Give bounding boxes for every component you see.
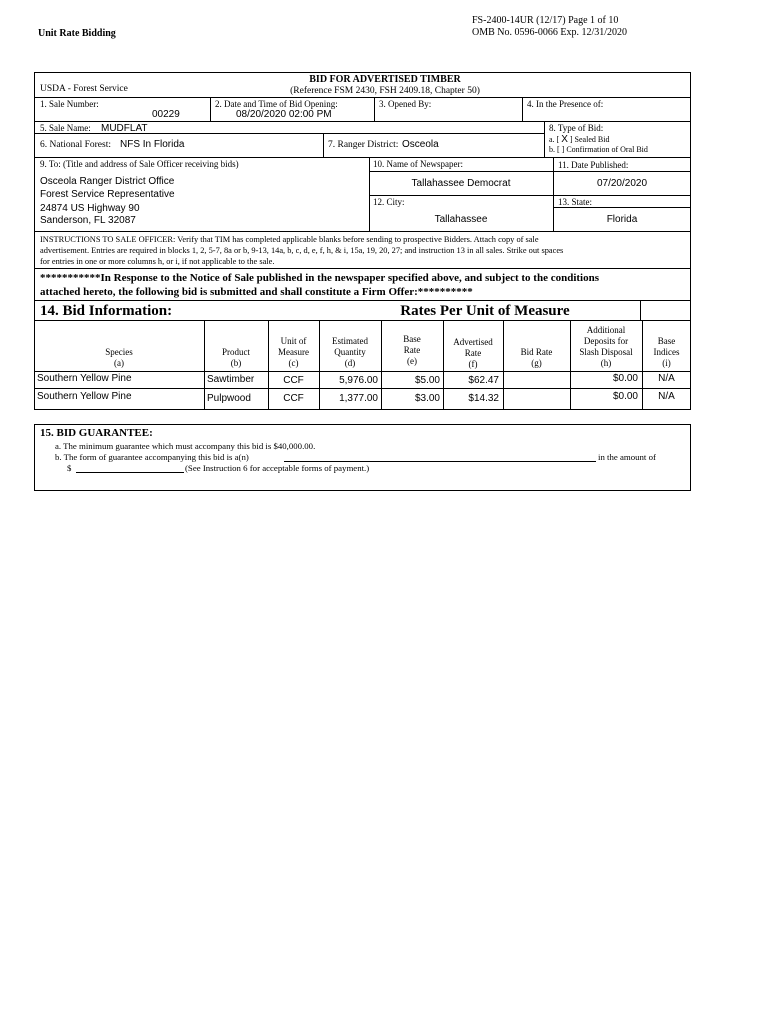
form-reference: (Reference FSM 2430, FSH 2409.18, Chapter 50) [290,86,480,96]
bid-guarantee-title: 15. BID GUARANTEE: [40,427,153,439]
type-sealed-bid[interactable]: a. [ X ] Sealed Bid [549,134,610,145]
row2-product[interactable]: Pulpwood [207,393,251,404]
state-value[interactable]: Florida [606,214,638,225]
newspaper-value[interactable]: Tallahassee Democrat [411,178,511,189]
guarantee-amount-prefix: $ [67,463,72,473]
guarantee-form-blank[interactable] [284,461,596,462]
sale-number-value[interactable]: 00229 [152,109,180,120]
date-published-value[interactable]: 07/20/2020 [596,178,648,189]
row2-species[interactable]: Southern Yellow Pine [37,391,132,402]
guarantee-form-prefix: b. The form of guarantee accompanying this bid is a(n) [55,452,249,462]
row2-deposits[interactable]: $0.00 [612,391,638,402]
guarantee-form-suffix: in the amount of [598,452,656,462]
agency-name: USDA - Forest Service [40,84,128,94]
row1-product[interactable]: Sawtimber [207,374,255,385]
row2-advertised-rate[interactable]: $14.32 [468,393,499,404]
col-base-rate-header: Base Rate (e) [403,334,421,366]
bid-information-title: 14. Bid Information: [40,303,173,319]
bid-opening-value[interactable]: 08/20/2020 02:00 PM [236,109,332,120]
guarantee-amount-suffix: (See Instruction 6 for acceptable forms of payment.) [185,463,370,473]
to-line-4[interactable]: Sanderson, FL 32087 [40,215,136,226]
sale-number-label: 1. Sale Number: [40,99,99,109]
col-indices-header: Base Indices (i) [653,336,680,368]
form-title: BID FOR ADVERTISED TIMBER [309,74,461,85]
to-line-2[interactable]: Forest Service Representative [40,189,175,200]
row2-unit[interactable]: CCF [283,393,304,404]
instructions-line-1: INSTRUCTIONS TO SALE OFFICER: Verify that TIM has completed applicable blanks before sending to prospective Bidders. Attach copy of sale [40,235,539,244]
ranger-district-label: 7. Ranger District: [328,140,399,150]
row2-quantity[interactable]: 1,377.00 [339,393,378,404]
instructions-line-3: for entries in one or more columns h, or i, if not applicable to the sale. [40,257,275,266]
col-unit-header: Unit of Measure (c) [278,336,309,368]
row1-deposits[interactable]: $0.00 [612,373,638,384]
col-quantity-header: Estimated Quantity (d) [332,336,368,368]
col-advertised-rate-header: Advertised Rate (f) [453,337,493,369]
instructions-line-2: advertisement. Entries are required in blocks 1, 2, 5-7, 8a or b, 9-13, 14a, b, c, d, e, f, h, & i, 15a, 19, 20, 27; and instruction 13 in all sales. Strike out spaces [40,246,564,255]
col-product-header: Product (b) [222,347,250,368]
form-id: FS-2400-14UR (12/17) Page 1 of 10 [472,15,619,26]
national-forest-value[interactable]: NFS In Florida [120,139,185,150]
city-label: 12. City: [373,197,405,207]
ranger-district-value[interactable]: Osceola [402,139,439,150]
rates-per-unit-title: Rates Per Unit of Measure [400,303,570,319]
opened-by-label: 3. Opened By: [379,99,432,109]
national-forest-label: 6. National Forest: [40,140,111,150]
date-published-label: 11. Date Published: [558,160,629,170]
type-of-bid-label: 8. Type of Bid: [549,123,604,133]
row1-base-rate[interactable]: $5.00 [414,375,440,386]
to-line-3[interactable]: 24874 US Highway 90 [40,203,140,214]
row1-unit[interactable]: CCF [283,375,304,386]
city-value[interactable]: Tallahassee [434,214,488,225]
guarantee-amount-blank[interactable] [76,472,184,473]
row1-indices[interactable]: N/A [658,373,675,384]
omb-number: OMB No. 0596-0066 Exp. 12/31/2020 [472,27,627,38]
row2-base-rate[interactable]: $3.00 [414,393,440,404]
col-bid-rate-header: Bid Rate (g) [520,347,553,368]
row1-quantity[interactable]: 5,976.00 [339,375,378,386]
sale-name-value[interactable]: MUDFLAT [101,123,148,134]
guarantee-minimum: a. The minimum guarantee which must accompany this bid is $40,000.00. [55,441,316,451]
row2-indices[interactable]: N/A [658,391,675,402]
in-presence-label: 4. In the Presence of: [527,99,604,109]
state-label: 13. State: [558,197,592,207]
col-species-header: Species (a) [105,347,133,368]
firm-offer-line-1: ***********In Response to the Notice of Sale published in the newspaper specified above, and subject to the conditions [40,272,600,284]
row1-species[interactable]: Southern Yellow Pine [37,373,132,384]
type-oral-bid[interactable]: b. [ ] Confirmation of Oral Bid [549,145,648,154]
row1-advertised-rate[interactable]: $62.47 [468,375,499,386]
page-header-title: Unit Rate Bidding [38,28,116,39]
col-deposits-header: Additional Deposits for Slash Disposal (h) [579,325,633,368]
firm-offer-line-2: attached hereto, the following bid is submitted and shall constitute a Firm Offer:********** [40,286,473,298]
to-line-1[interactable]: Osceola Ranger District Office [40,176,175,187]
newspaper-label: 10. Name of Newspaper: [373,159,463,169]
sale-name-label: 5. Sale Name: [40,123,91,133]
sealed-bid-checkbox[interactable]: X [561,134,568,145]
to-label: 9. To: (Title and address of Sale Officer receiving bids) [40,159,239,169]
bid-opening-label: 2. Date and Time of Bid Opening: [215,99,338,109]
